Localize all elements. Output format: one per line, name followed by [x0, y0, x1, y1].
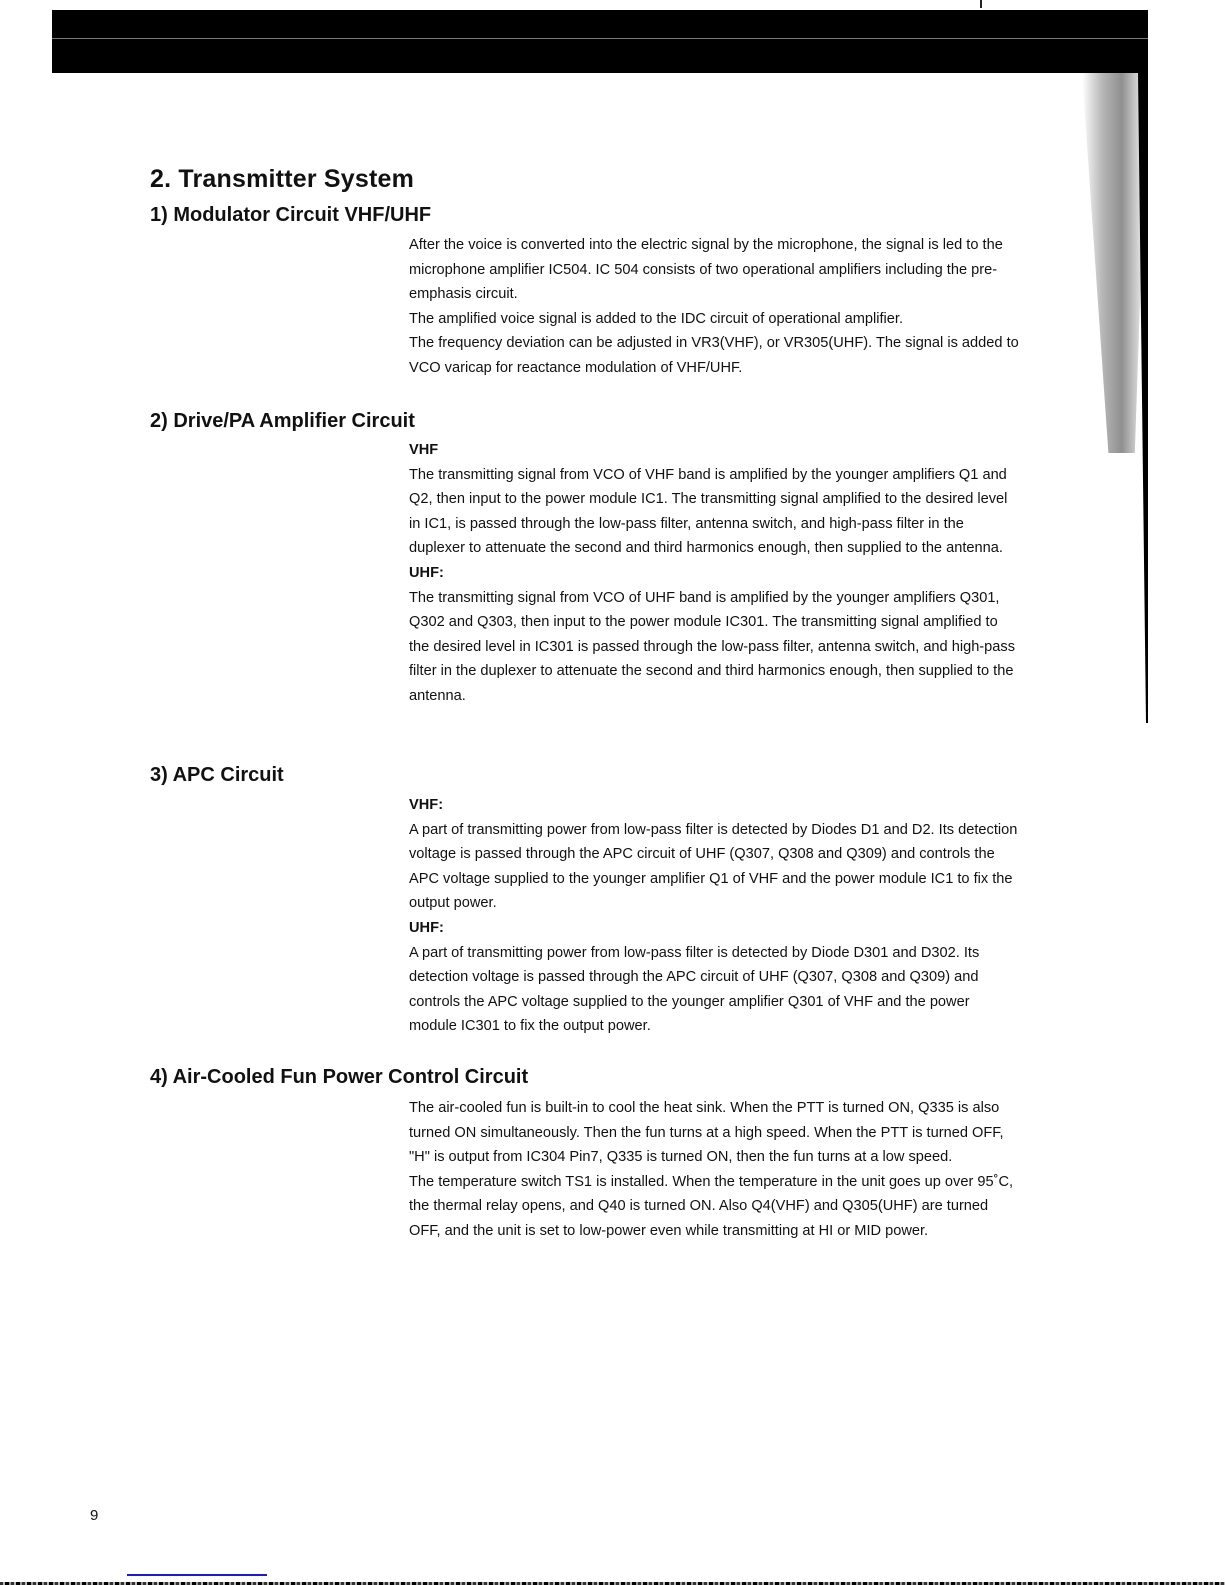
- vhf-label: VHF:: [409, 797, 444, 813]
- scan-line: [52, 38, 1148, 39]
- paragraph: After the voice is converted into the electric signal by the microphone, the signal is led to the microphone amplifier IC504. IC 504 consists of two operational amplifiers including the pre-emphasis circuit.: [409, 237, 1003, 303]
- paragraph: The frequency deviation can be adjusted in VR3(VHF), or VR305(UHF). The signal is added to VCO varicap for reactance modulation of VHF/UHF.: [409, 335, 1019, 376]
- heading-drive-pa-amplifier: 2) Drive/PA Amplifier Circuit: [150, 410, 415, 432]
- vhf-paragraph: The transmitting signal from VCO of VHF band is amplified by the younger amplifiers Q1 and Q2, then input to the power module IC1. The transmitting signal amplified to the desired level in IC1, is passed through the low-pass filter, antenna switch, and high-pass filter in the duplexer to attenuate the second and third harmonics enough, then supplied to the antenna.: [409, 466, 1008, 557]
- uhf-paragraph: A part of transmitting power from low-pass filter is detected by Diode D301 and D302. Its detection voltage is passed through the APC circuit of UHF (Q307, Q308 and Q309) and controls the APC voltage supplied to the younger amplifier Q301 of VHF and the power module IC301 to fix the output power.: [409, 944, 980, 1035]
- page-edge-shadow: [1082, 73, 1148, 453]
- uhf-label: UHF:: [409, 564, 444, 581]
- apc-body: [409, 793, 1019, 1039]
- modulator-body: [409, 233, 1019, 381]
- drive-pa-body: [409, 438, 1019, 709]
- uhf-label: UHF:: [409, 919, 444, 936]
- page-number: 9: [90, 1507, 99, 1524]
- heading-modulator-circuit: 1) Modulator Circuit VHF/UHF: [150, 204, 432, 226]
- uhf-paragraph: The transmitting signal from VCO of UHF band is amplified by the younger amplifiers Q301, Q302 and Q303, then input to the power module IC301. The transmitting signal amplified to the desired level in IC301 is passed through the low-pass filter, antenna switch, and high-pass filter in the duplexer to attenuate the second and third harmonics enough, then supplied to the antenna.: [409, 589, 1015, 704]
- header-black-bar: [52, 10, 1148, 73]
- section-title: 2. Transmitter System: [150, 165, 415, 193]
- scan-artifact-blue-line: [127, 1574, 267, 1576]
- vhf-label: VHF: [409, 442, 439, 458]
- vhf-paragraph: A part of transmitting power from low-pass filter is detected by Diodes D1 and D2. Its detection voltage is passed through the APC circuit of UHF (Q307, Q308 and Q309) and controls the APC voltage supplied to the younger amplifier Q1 of VHF and the power module IC1 to fix the output power.: [409, 821, 1018, 912]
- page-edge-bar: [1138, 73, 1148, 723]
- paragraph: The amplified voice signal is added to the IDC circuit of operational amplifier.: [409, 310, 904, 327]
- paragraph: The temperature switch TS1 is installed. When the temperature in the unit goes up over 95˚C, the thermal relay opens, and Q40 is turned ON. Also Q4(VHF) and Q305(UHF) are turned OFF, and the unit is set to low-power even while transmitting at HI or MID power.: [409, 1173, 1014, 1239]
- air-cooled-body: [409, 1096, 1019, 1244]
- heading-apc-circuit: 3) APC Circuit: [150, 764, 284, 786]
- paragraph: The air-cooled fun is built-in to cool the heat sink. When the PTT is turned ON, Q335 is also turned ON simultaneously. Then the fun turns at a high speed. When the PTT is turned OFF, "H" is output from IC304 Pin7, Q335 is turned ON, then the fun turns at a low speed.: [409, 1100, 1004, 1166]
- heading-air-cooled-fun: 4) Air-Cooled Fun Power Control Circuit: [150, 1066, 529, 1088]
- scan-artifact-tick: [980, 0, 982, 8]
